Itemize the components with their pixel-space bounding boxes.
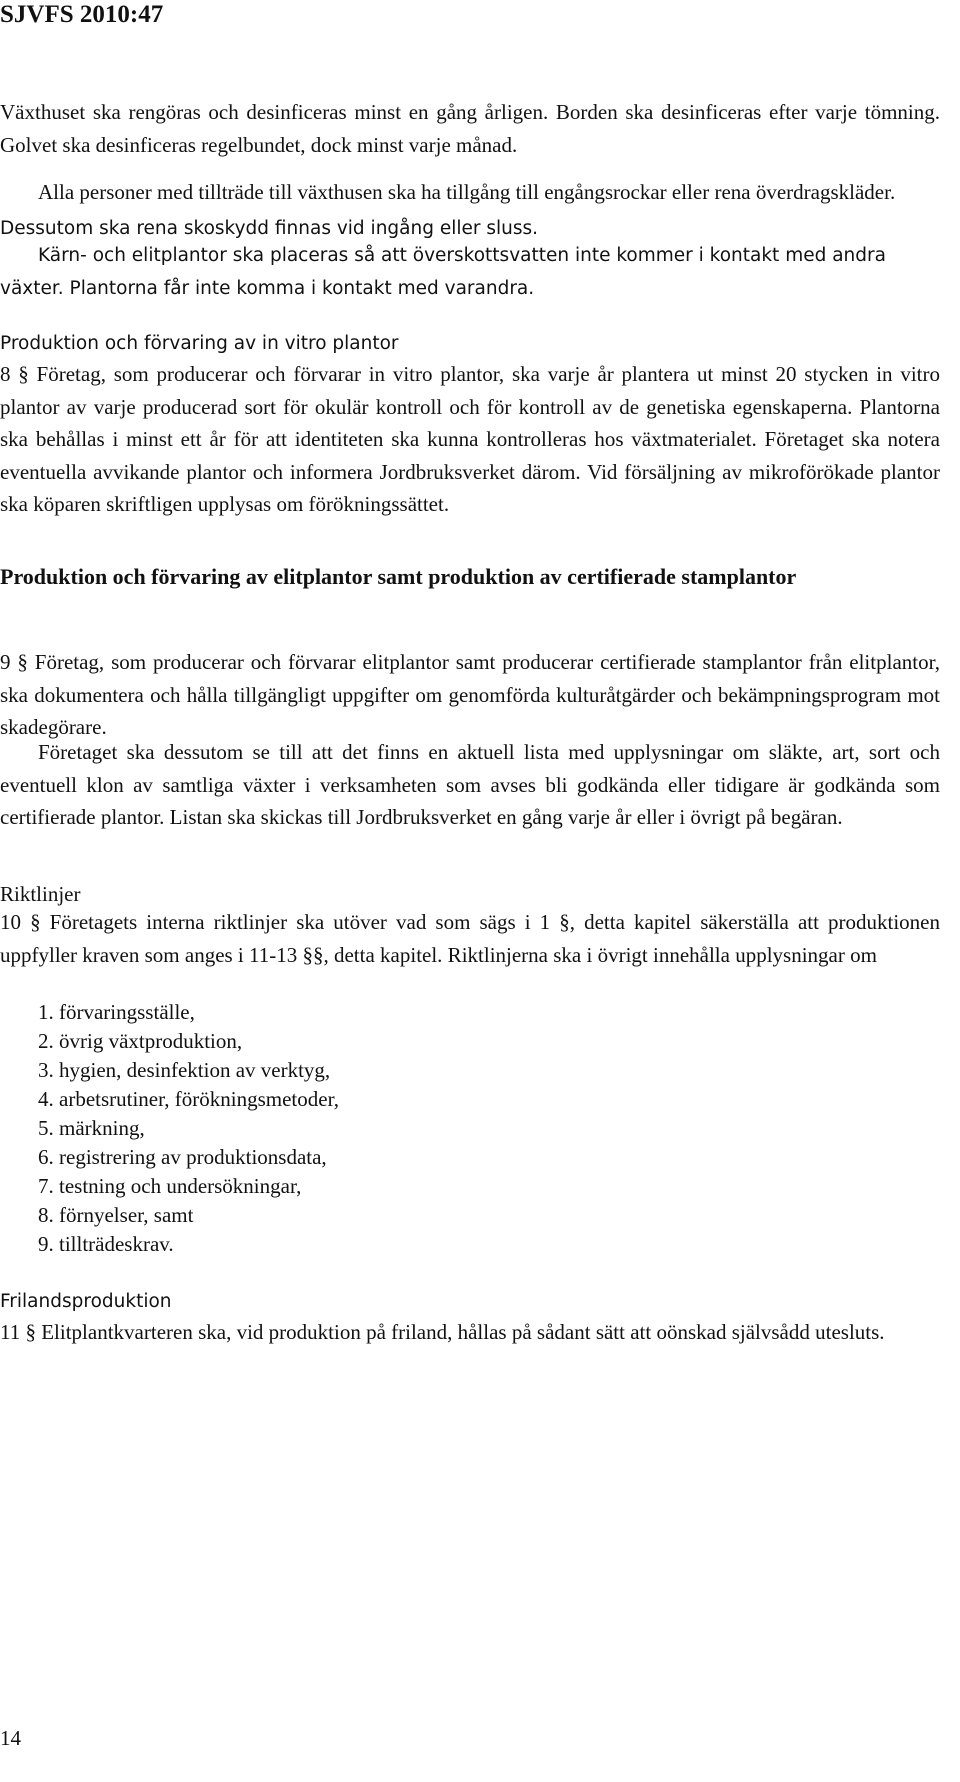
paragraph-nuclear-plants: Kärn- och elitplantor ska placeras så att överskottsvatten inte kommer i kontakt med andra växter. Plantorna får inte komma i kontakt med varandra. (0, 245, 886, 299)
list-item: 6. registrering av produktionsdata, (38, 1145, 327, 1169)
paragraph-protective-clothing (0, 176, 940, 245)
paragraph-section-9: 9 § Företag, som producerar och förvarar elitplantor samt producerar certifierade stamplantor från elitplantor, ska dokumentera och hålla tillgängligt uppgifter om genomförda kulturåtgärder och bekämpningsprogram mot skadegörare. (0, 650, 940, 740)
list-item: 5. märkning, (38, 1116, 145, 1140)
paragraph-section-10: 10 § Företagets interna riktlinjer ska utöver vad som sägs i 1 §, detta kapitel säkerställa att produktionen uppfyller kraven som anges i 11-13 §§, detta kapitel. Riktlinjerna ska i övrigt innehålla upplysningar om (0, 910, 940, 967)
paragraph-section-11: 11 § Elitplantkvarteren ska, vid produktion på friland, hållas på sådant sätt att oönskad självsådd utesluts. (0, 1320, 885, 1344)
list-item: 3. hygien, desinfektion av verktyg, (38, 1058, 331, 1082)
paragraph-section-8: 8 § Företag, som producerar och förvarar in vitro plantor, ska varje år plantera ut minst 20 stycken in vitro plantor av varje producerad sort för okulär kontroll och för kontroll av de genetiska egenskaperna. Plantorna ska behållas i minst ett år för att identiteten ska kunna kontrolleras hos växtmaterialet. Företaget ska notera eventuella avvikande plantor och informera Jordbruksverket därom. Vid försäljning av mikroförökade plantor ska köparen skriftligen upplysas om förökningssättet. (0, 362, 940, 517)
protective-clothing-text: Alla personer med tillträde till växthusen ska ha tillgång till engångsrockar eller rena överdragskläder. (38, 180, 896, 204)
list-item: 9. tillträdeskrav. (38, 1232, 174, 1256)
list-item: 8. förnyelser, samt (38, 1203, 194, 1227)
heading-guidelines: Riktlinjer (0, 882, 81, 906)
heading-field-production: Frilandsproduktion (0, 1291, 172, 1312)
heading-invitro: Produktion och förvaring av in vitro plantor (0, 333, 399, 354)
list-item: 1. förvaringsställe, (38, 1000, 195, 1024)
paragraph-greenhouse-cleaning: Växthuset ska rengöras och desinficeras minst en gång årligen. Borden ska desinficeras efter varje tömning. Golvet ska desinficeras regelbundet, dock minst varje månad. (0, 100, 940, 157)
document-code-header: SJVFS 2010:47 (0, 1, 164, 28)
page-number: 14 (0, 1726, 21, 1750)
list-item: 4. arbetsrutiner, förökningsmetoder, (38, 1087, 339, 1111)
list-item: 2. övrig växtproduktion, (38, 1029, 243, 1053)
shoe-cover-text: Dessutom ska rena skoskydd finnas vid ingång eller sluss. (0, 217, 539, 239)
list-item: 7. testning och undersökningar, (38, 1174, 302, 1198)
heading-elite-production: Produktion och förvaring av elitplantor samt produktion av certifierade stamplantor (0, 564, 797, 589)
paragraph-section-9-list: Företaget ska dessutom se till att det finns en aktuell lista med upplysningar om släkte, art, sort och eventuell klon av samtliga växter i verksamheten som avses bli godkända eller tidigare är godkända som certifierade plantor. Listan ska skickas till Jordbruksverket en gång varje år eller i övrigt på begäran. (0, 740, 940, 830)
